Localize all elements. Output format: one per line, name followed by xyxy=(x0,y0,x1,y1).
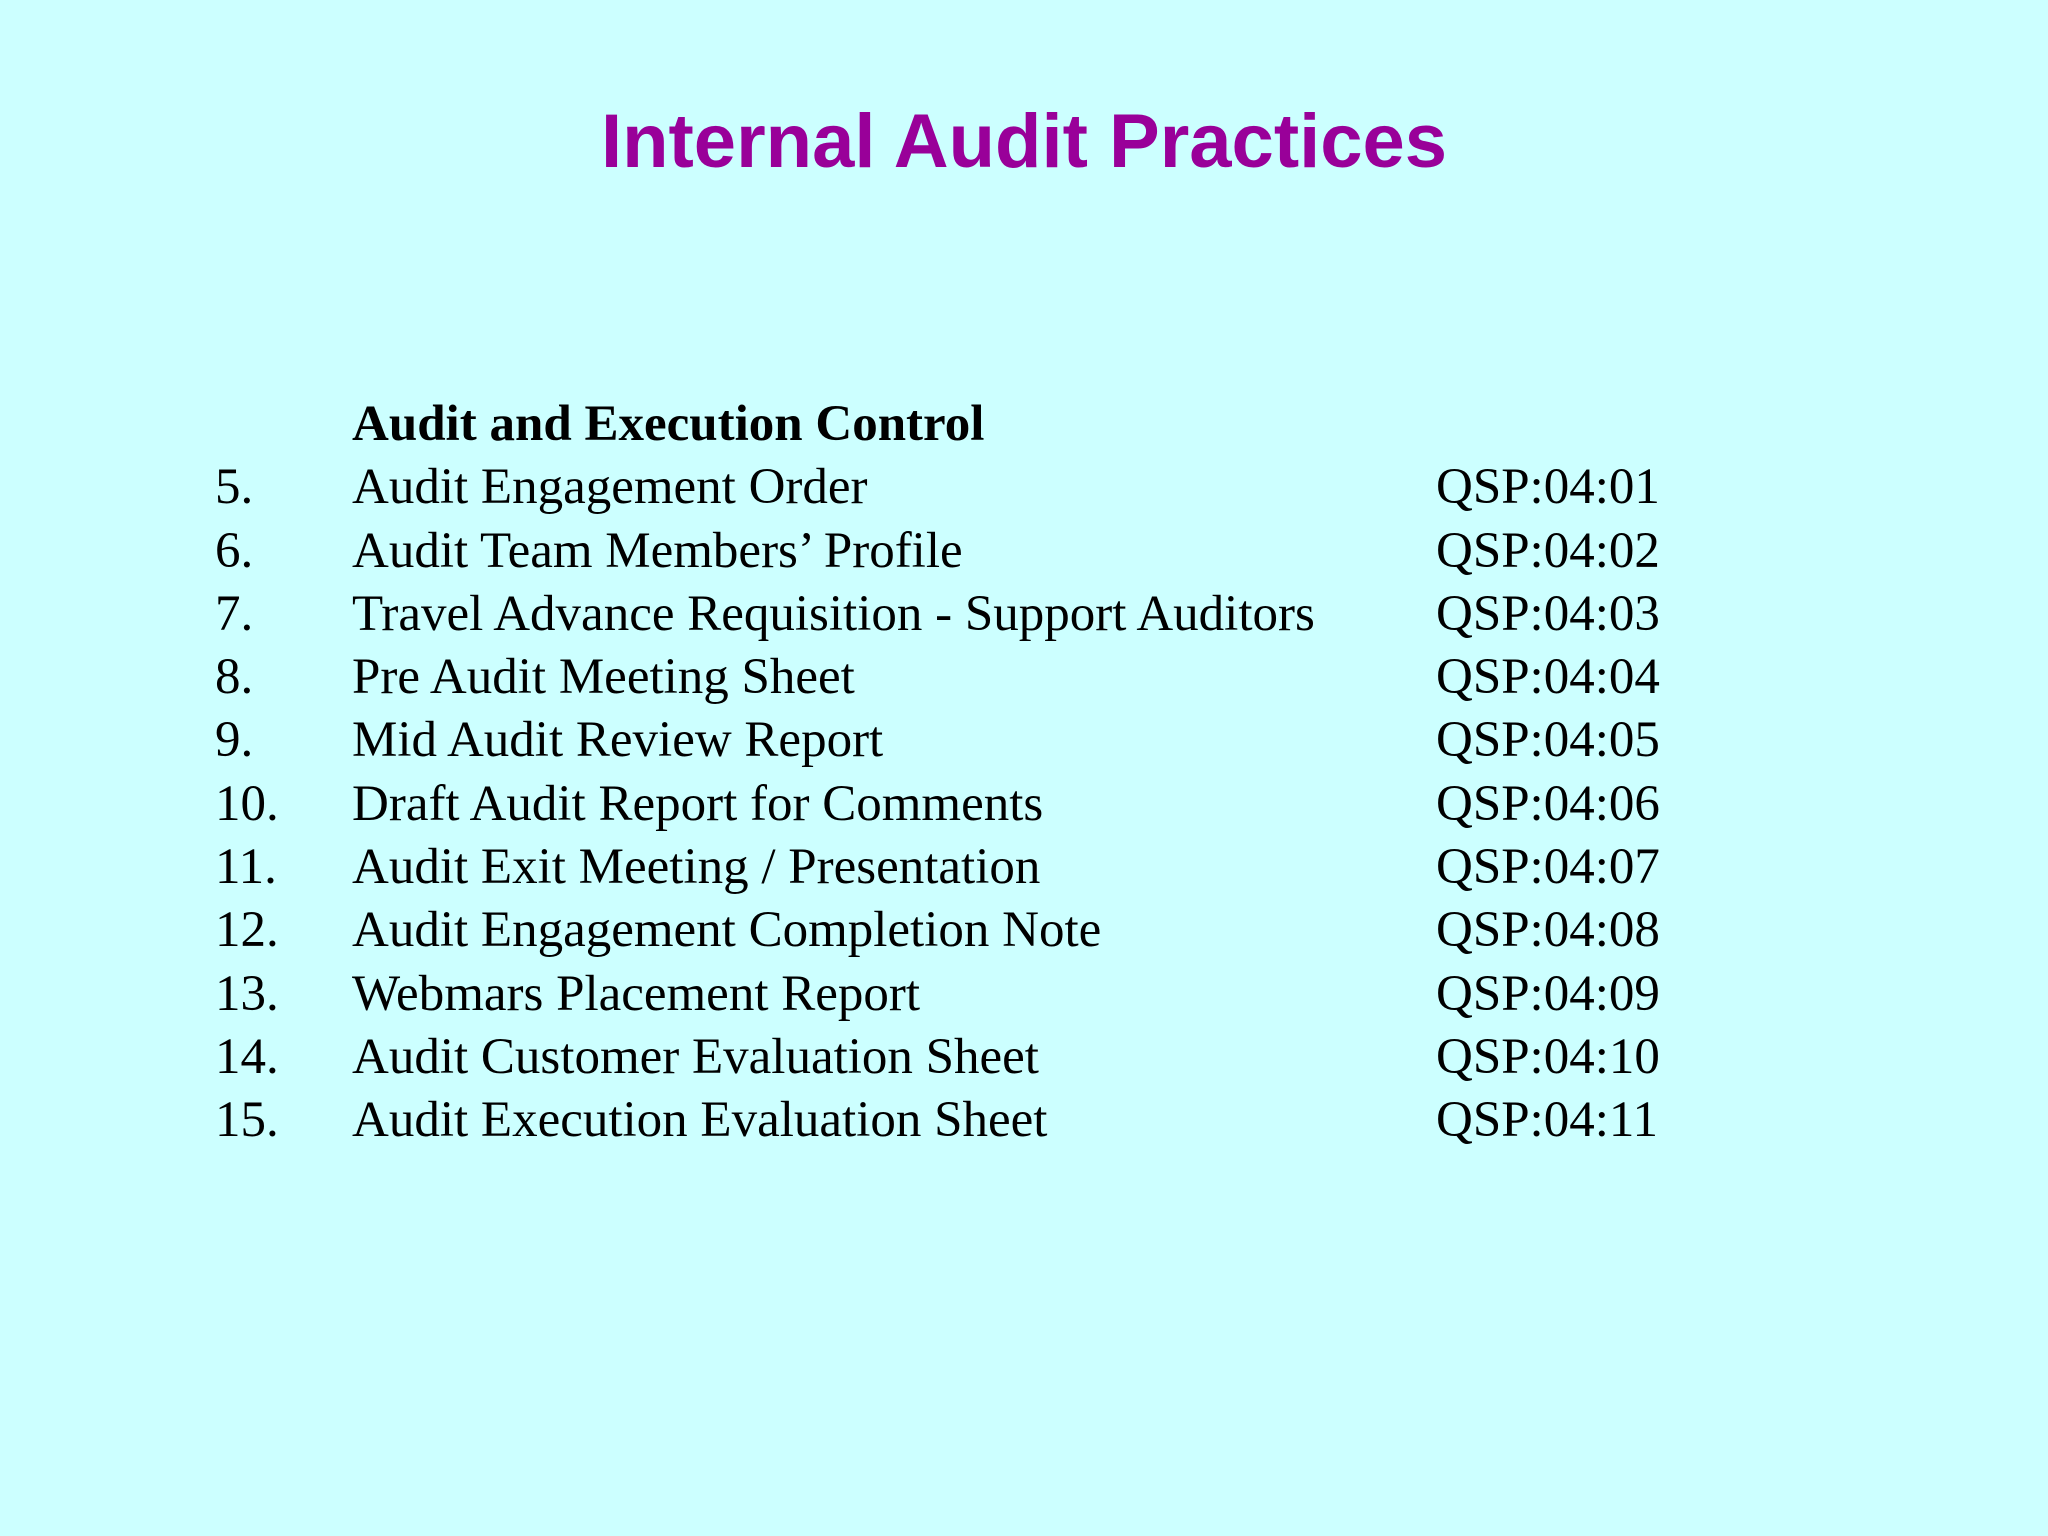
list-item xyxy=(0,646,2048,709)
list-item xyxy=(0,520,2048,583)
item-number: 15. xyxy=(215,1092,279,1149)
list-item xyxy=(0,456,2048,519)
list-item xyxy=(0,583,2048,646)
item-number: 7. xyxy=(215,585,254,642)
item-code: QSP:04:03 xyxy=(1436,585,1660,642)
item-code: QSP:04:11 xyxy=(1436,1092,1659,1149)
list-item xyxy=(0,963,2048,1026)
item-number: 12. xyxy=(215,902,279,959)
item-code: QSP:04:10 xyxy=(1436,1028,1660,1085)
item-label: Pre Audit Meeting Sheet xyxy=(352,649,855,706)
item-code: QSP:04:09 xyxy=(1436,965,1660,1022)
item-label: Webmars Placement Report xyxy=(352,965,921,1022)
item-code: QSP:04:05 xyxy=(1436,712,1660,769)
item-code: QSP:04:07 xyxy=(1436,839,1660,896)
item-code: QSP:04:08 xyxy=(1436,902,1660,959)
item-label: Travel Advance Requisition - Support Auditors xyxy=(352,585,1315,642)
item-label: Audit Execution Evaluation Sheet xyxy=(352,1092,1048,1149)
item-label: Audit Engagement Order xyxy=(352,459,868,516)
slide-title: Internal Audit Practices xyxy=(600,99,1448,184)
list-item xyxy=(0,709,2048,772)
item-label: Audit Exit Meeting / Presentation xyxy=(352,839,1041,896)
list-item xyxy=(0,1026,2048,1089)
section-heading: Audit and Execution Control xyxy=(352,396,985,452)
list-item xyxy=(0,773,2048,836)
item-number: 6. xyxy=(215,522,254,579)
form-list xyxy=(0,393,2048,1153)
item-label: Draft Audit Report for Comments xyxy=(352,775,1044,832)
item-code: QSP:04:01 xyxy=(1436,459,1660,516)
item-code: QSP:04:02 xyxy=(1436,522,1660,579)
item-number: 13. xyxy=(215,965,279,1022)
list-item xyxy=(0,1089,2048,1152)
item-label: Audit Customer Evaluation Sheet xyxy=(352,1028,1039,1085)
section-heading-row xyxy=(0,393,2048,456)
item-label: Audit Engagement Completion Note xyxy=(352,902,1102,959)
item-number: 8. xyxy=(215,649,254,706)
item-number: 9. xyxy=(215,712,254,769)
item-label: Mid Audit Review Report xyxy=(352,712,884,769)
item-code: QSP:04:06 xyxy=(1436,775,1660,832)
item-number: 14. xyxy=(215,1028,279,1085)
item-number: 10. xyxy=(215,775,279,832)
list-item xyxy=(0,836,2048,899)
list-item xyxy=(0,899,2048,962)
item-code: QSP:04:04 xyxy=(1436,649,1660,706)
item-label: Audit Team Members’ Profile xyxy=(352,522,963,579)
item-number: 11. xyxy=(215,839,277,896)
item-number: 5. xyxy=(215,459,254,516)
